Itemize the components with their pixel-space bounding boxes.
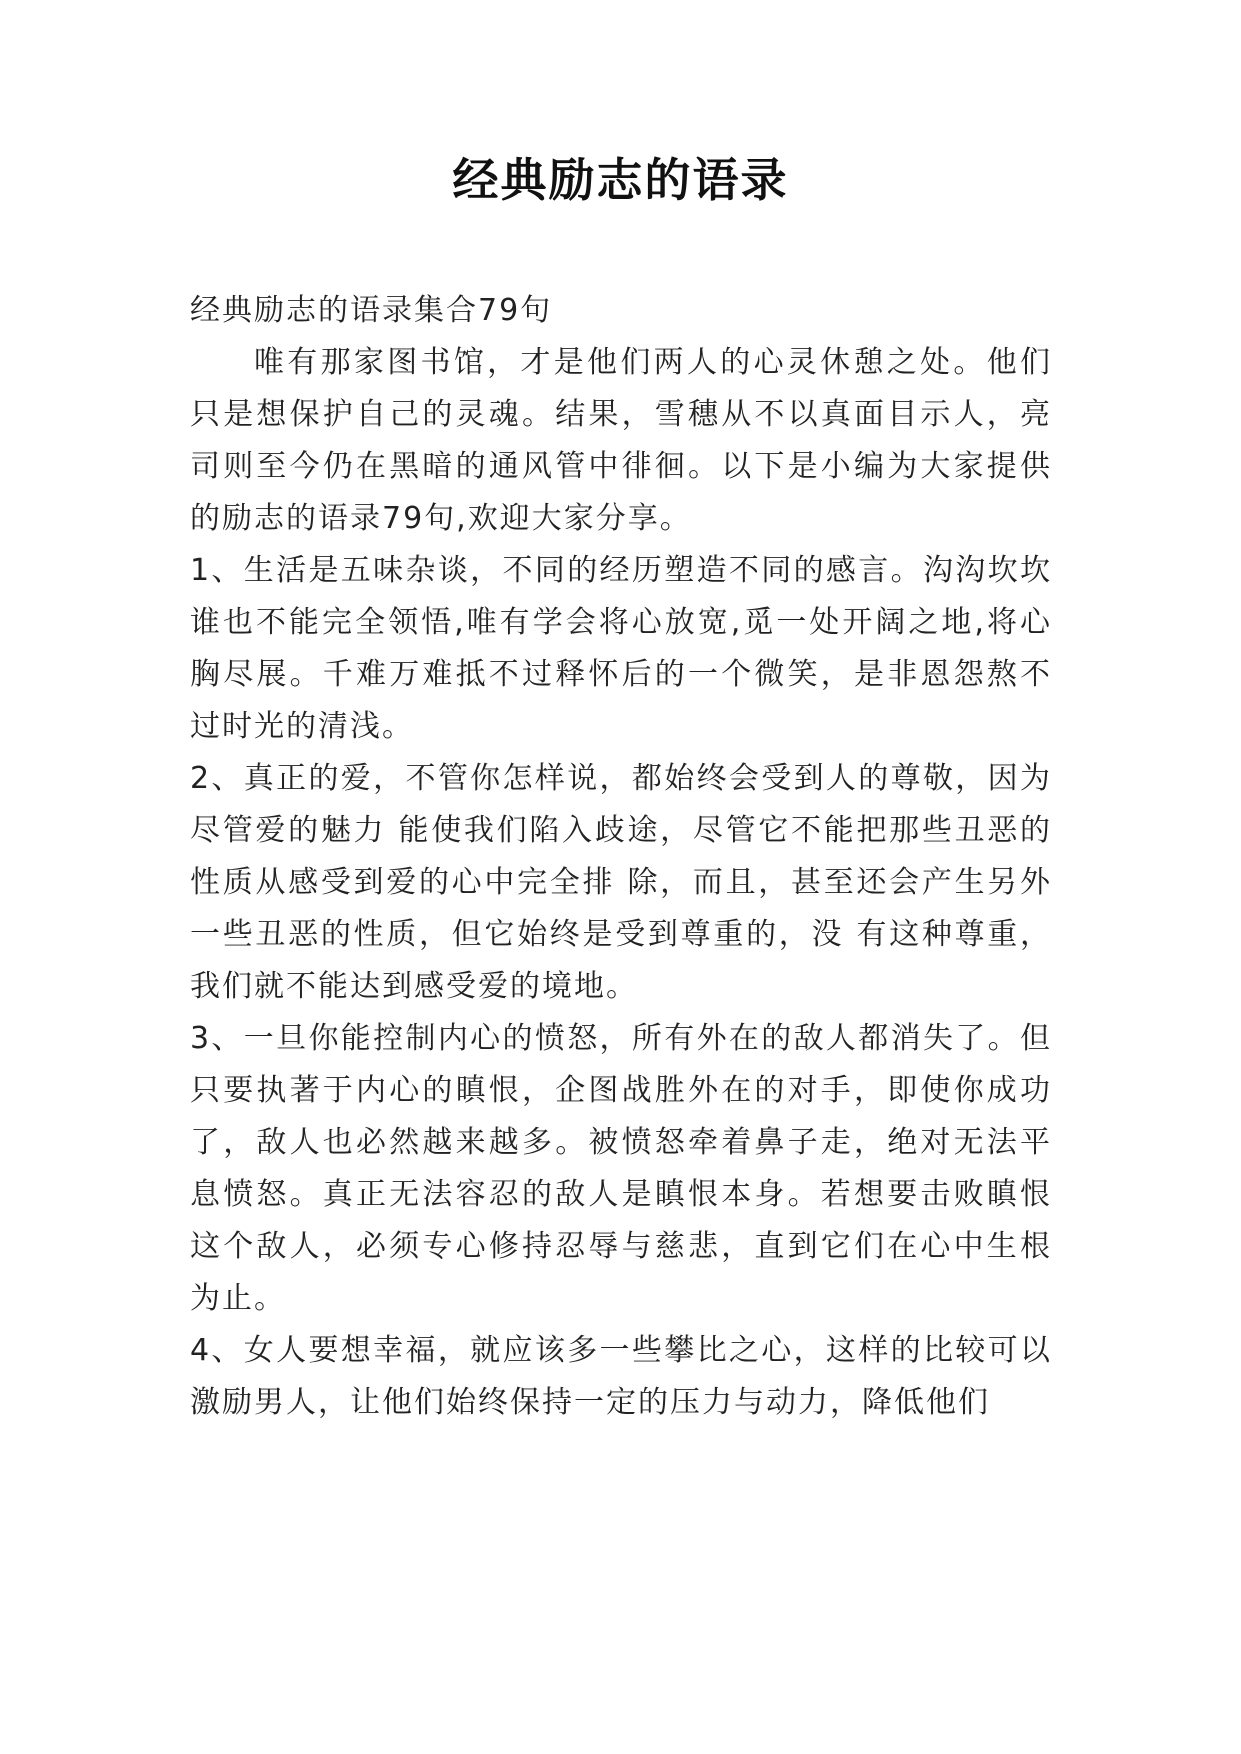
- quote-item-2: 2、真正的爱，不管你怎样说，都始终会受到人的尊敬，因为尽管爱的魅力 能使我们陷入歧途，尽管它不能把那些丑恶的性质从感受到爱的心中完全排 除，而且，甚至还会产生另外一些丑恶的性质，但它始终是受到尊重的，没 有这种尊重，我们就不能达到感受爱的境地。: [190, 761, 1052, 1004]
- document-body: [190, 285, 1052, 1429]
- intro-paragraph: 唯有那家图书馆，才是他们两人的心灵休憩之处。他们只是想保护自己的灵魂。结果，雪穗从不以真面目示人，亮司则至今仍在黑暗的通风管中徘徊。以下是小编为大家提供的励志的语录79句,欢迎大家分享。: [190, 345, 1052, 536]
- quote-item-4: 4、女人要想幸福，就应该多一些攀比之心，这样的比较可以激励男人，让他们始终保持一定的压力与动力，降低他们: [190, 1333, 1052, 1420]
- document-subtitle: 经典励志的语录集合79句: [190, 293, 553, 328]
- quote-item-1: 1、生活是五味杂谈，不同的经历塑造不同的感言。沟沟坎坎谁也不能完全领悟,唯有学会将心放宽,觅一处开阔之地,将心胸尽展。千难万难抵不过释怀后的一个微笑，是非恩怨熬不过时光的清浅。: [190, 553, 1052, 744]
- quote-item-3: 3、一旦你能控制内心的愤怒，所有外在的敌人都消失了。但只要执著于内心的瞋恨，企图战胜外在的对手，即使你成功了，敌人也必然越来越多。被愤怒牵着鼻子走，绝对无法平息愤怒。真正无法容忍的敌人是瞋恨本身。若想要击败瞋恨这个敌人，必须专心修持忍辱与慈悲，直到它们在心中生根为止。: [190, 1021, 1052, 1316]
- document-title: 经典励志的语录: [452, 153, 789, 207]
